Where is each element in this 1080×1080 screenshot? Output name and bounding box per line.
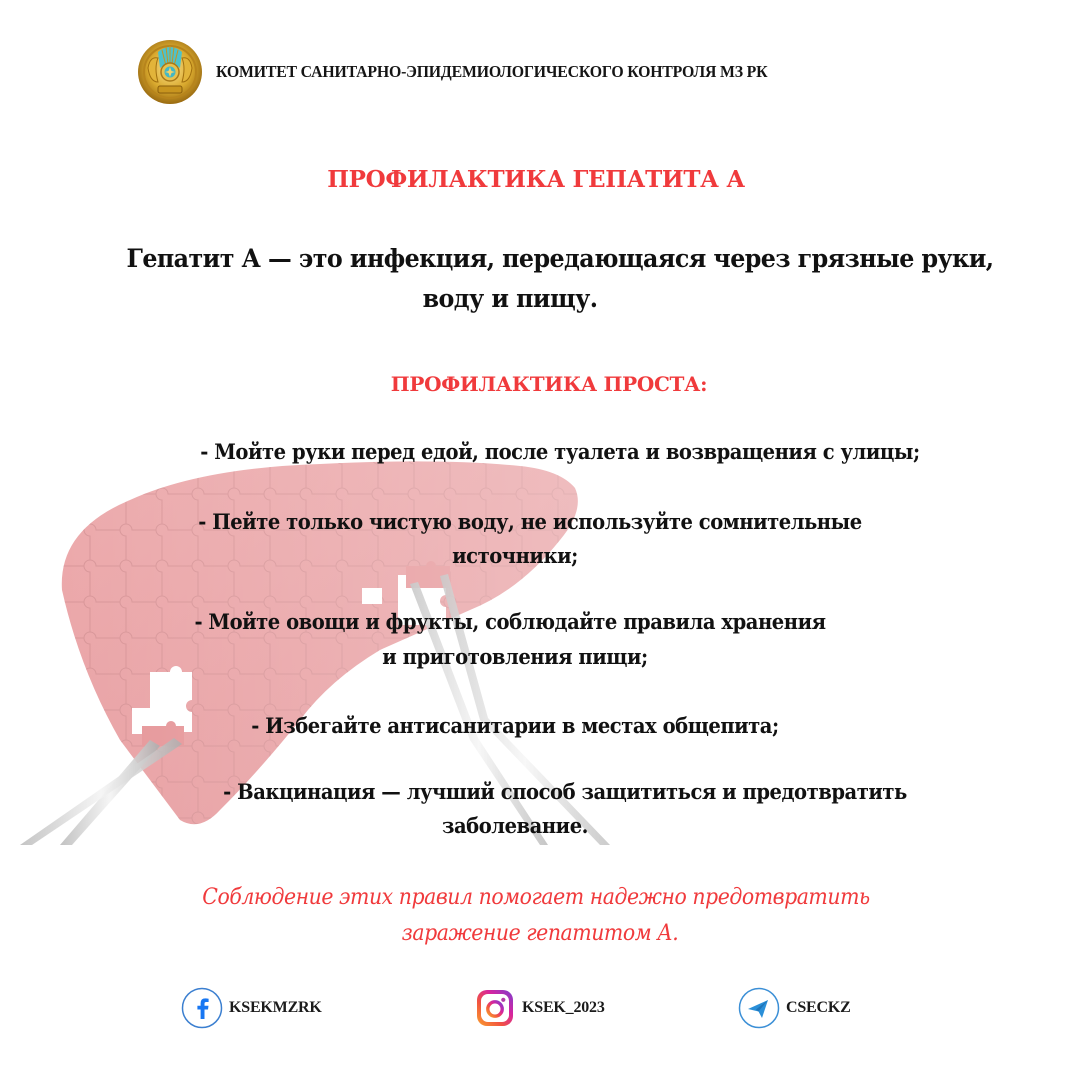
instagram-icon [474,987,516,1029]
prevention-heading: ПРОФИЛАКТИКА ПРОСТА: [390,372,708,396]
prevention-item-food: - Мойте овощи и фрукты, соблюдайте правила хранения [194,609,826,634]
facebook-icon [181,987,223,1029]
prevention-item-vaccination-cont: заболевание. [441,813,589,838]
prevention-item-hands: - Мойте руки перед едой, после туалета и возвращения с улицы; [200,439,920,464]
telegram-icon [738,987,780,1029]
closing-line-2: заражение гепатитом А. [401,921,679,946]
page-title: ПРОФИЛАКТИКА ГЕПАТИТА А [327,166,745,193]
prevention-item-water-cont: источники; [452,543,578,568]
social-facebook[interactable] [181,987,322,1029]
prevention-item-catering: - Избегайте антисанитарии в местах общепита; [251,713,779,738]
state-emblem-icon [136,38,204,106]
social-instagram[interactable] [474,987,605,1029]
instagram-handle: KSEK_2023 [522,999,605,1016]
telegram-handle: CSECKZ [786,999,851,1016]
prevention-item-water: - Пейте только чистую воду, не используйте сомнительные [198,509,862,534]
intro-line-2: воду и пищу. [422,284,598,313]
closing-line-1: Соблюдение этих правил помогает надежно предотвратить [202,885,870,910]
organization-name: КОМИТЕТ САНИТАРНО-ЭПИДЕМИОЛОГИЧЕСКОГО КОНТРОЛЯ МЗ РК [216,62,768,81]
prevention-item-food-cont: и приготовления пищи; [382,644,648,669]
prevention-item-vaccination: - Вакцинация — лучший способ защититься и предотвратить [223,779,907,804]
header [136,38,809,106]
facebook-handle: KSEKMZRK [229,999,322,1016]
intro-line-1: Гепатит А — это инфекция, передающаяся через грязные руки, [126,244,994,273]
social-telegram[interactable] [738,987,851,1029]
